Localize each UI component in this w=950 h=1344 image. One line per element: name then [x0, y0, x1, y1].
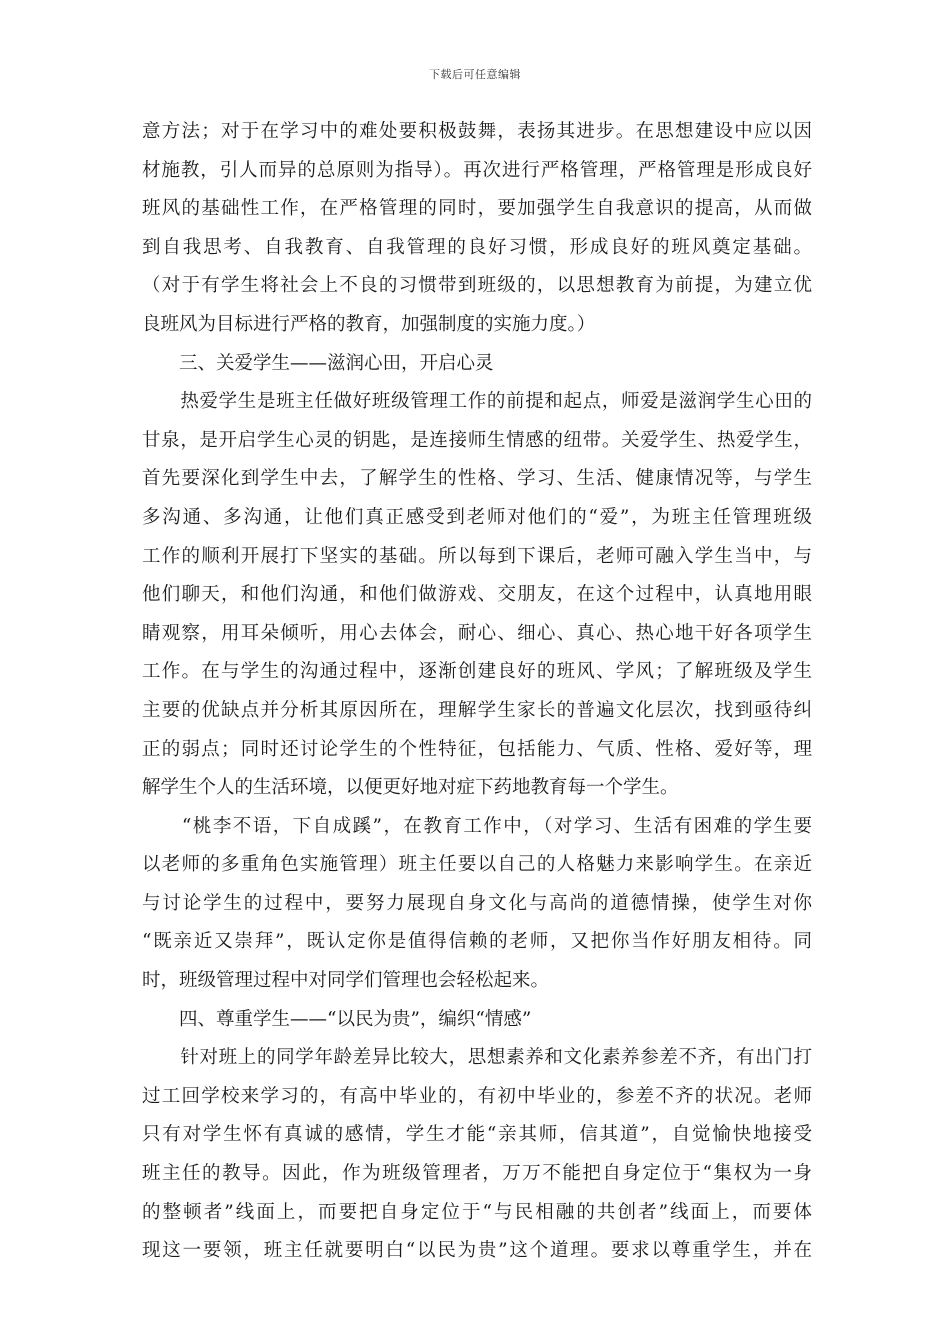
text-line: 过工回学校来学习的，有高中毕业的，有初中毕业的，参差不齐的状况。老师 — [142, 1085, 812, 1107]
text-line: 睛观察，用耳朵倾听，用心去体会，耐心、细心、真心、热心地干好各项学生 — [142, 622, 812, 644]
text-line: 正的弱点；同时还讨论学生的个性特征，包括能力、气质、性格、爱好等，理 — [142, 738, 812, 760]
text-line: “既亲近又崇拜”，既认定你是值得信赖的老师，又把你当作好朋友相待。同 — [142, 931, 812, 953]
page-header-note: 下载后可任意编辑 — [429, 68, 521, 81]
text-line: 只有对学生怀有真诚的感情，学生才能“亲其师，信其道”，自觉愉快地接受 — [142, 1124, 812, 1146]
text-line: 他们聊天，和他们沟通，和他们做游戏、交朋友，在这个过程中，认真地用眼 — [142, 584, 812, 606]
text-line: 多沟通、多沟通，让他们真正感受到老师对他们的“爱”，为班主任管理班级 — [142, 506, 812, 528]
text-line: 解学生个人的生活环境，以便更好地对症下药地教育每一个学生。 — [142, 777, 679, 799]
section-heading: 四、尊重学生——“以民为贵”，编织“情感” — [142, 1008, 532, 1030]
text-line: 与讨论学生的过程中，要努力展现自身文化与高尚的道德情操，使学生对你 — [142, 892, 812, 914]
text-line: 意方法；对于在学习中的难处要积极鼓舞，表扬其进步。在思想建设中应以因 — [142, 121, 812, 142]
text-line: 甘泉，是开启学生心灵的钥匙，是连接师生情感的纽带。关爱学生、热爱学生， — [142, 429, 812, 451]
document-body — [142, 113, 812, 1271]
text-line: 主要的优缺点并分析其原因所在，理解学生家长的普遍文化层次，找到亟待纠 — [142, 699, 812, 721]
text-line: 工作。在与学生的沟通过程中，逐渐创建良好的班风、学风；了解班级及学生 — [142, 661, 812, 683]
text-line: 以老师的多重角色实施管理）班主任要以自己的人格魅力来影响学生。在亲近 — [142, 854, 812, 876]
text-line: 材施教，引人而异的总原则为指导）。再次进行严格管理，严格管理是形成良好 — [142, 159, 812, 181]
text-line: 班主任的教导。因此，作为班级管理者，万万不能把自身定位于“集权为一身 — [142, 1163, 812, 1185]
text-line: 针对班上的同学年龄差异比较大，思想素养和文化素养参差不齐，有出门打 — [142, 1047, 812, 1069]
text-line: 班风的基础性工作，在严格管理的同时，要加强学生自我意识的提高，从而做 — [142, 198, 812, 220]
text-line: 首先要深化到学生中去，了解学生的性格、学习、生活、健康情况等，与学生 — [142, 468, 812, 490]
text-line: 良班风为目标进行严格的教育，加强制度的实施力度。） — [142, 313, 596, 335]
text-line: 工作的顺利开展打下坚实的基础。所以每到下课后，老师可融入学生当中，与 — [142, 545, 812, 567]
text-line: 的整顿者”线面上，而要把自身定位于“与民相融的共创者”线面上，而要体 — [142, 1201, 812, 1223]
text-line: “桃李不语，下自成蹊”，在教育工作中，（对学习、生活有困难的学生要 — [142, 815, 812, 837]
text-line: （对于有学生将社会上不良的习惯带到班级的，以思想教育为前提，为建立优 — [142, 275, 812, 297]
text-line: 现这一要领，班主任就要明白“以民为贵”这个道理。要求以尊重学生，并在 — [142, 1240, 812, 1262]
text-line: 时，班级管理过程中对同学们管理也会轻松起来。 — [142, 970, 550, 992]
section-heading: 三、关爱学生——滋润心田，开启心灵 — [142, 352, 494, 374]
text-line: 热爱学生是班主任做好班级管理工作的前提和起点，师爱是滋润学生心田的 — [142, 391, 812, 413]
text-line: 到自我思考、自我教育、自我管理的良好习惯，形成良好的班风奠定基础。 — [142, 236, 812, 258]
